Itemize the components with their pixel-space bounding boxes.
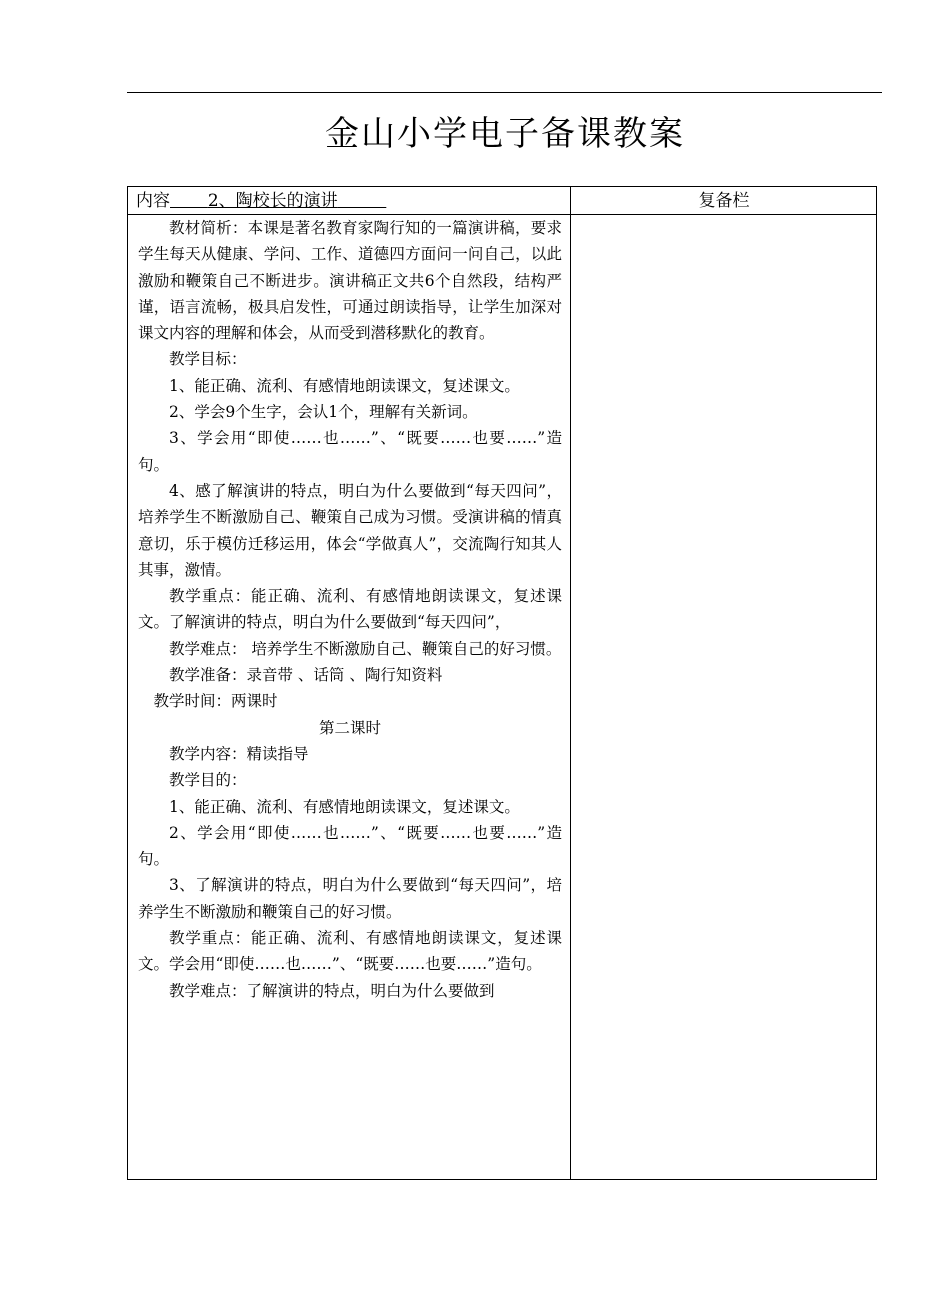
teaching-time: 教学时间：两课时 — [153, 692, 278, 711]
objective-3: 3、学会用“即使……也……”、“既要……也要……”造句。 — [138, 429, 562, 474]
lesson-plan-table — [127, 186, 877, 1180]
purpose-2: 2、学会用“即使……也……”、“既要……也要……”造句。 — [138, 823, 562, 869]
lesson-title-underlined — [170, 191, 386, 211]
objectives-heading: 教学目标： — [169, 350, 247, 369]
lesson-body — [138, 215, 562, 1004]
objective-2: 2、学会9个生字，会认1个，理解有关新词。 — [169, 403, 478, 422]
review-column-cell[interactable] — [571, 215, 877, 1179]
purpose-1: 1、能正确、流利、有感情地朗读课文，复述课文。 — [169, 797, 520, 816]
key-points: 教学重点：能正确、流利、有感情地朗读课文，复述课文。了解演讲的特点，明白为什么要做到“每天四问”， — [138, 587, 562, 632]
lesson-key-points: 教学重点：能正确、流利、有感情地朗读课文，复述课文。学会用“即使……也……”、“既要……也要……”造句。 — [138, 929, 562, 974]
content-label: 内容 — [136, 191, 170, 211]
content-header-cell — [136, 188, 386, 214]
document-title: 金山小学电子备课教案 — [325, 114, 685, 154]
teaching-preparation: 教学准备：录音带 、话筒 、陶行知资料 — [169, 666, 443, 685]
objective-4: 4、感了解演讲的特点，明白为什么要做到“每天四问”，培养学生不断激励自己、鞭策自己成为习惯。受演讲稿的情真意切，乐于模仿迁移运用，体会“学做真人”，交流陶行知其人其事，激情。 — [138, 481, 562, 579]
lesson-difficult-points: 教学难点：了解演讲的特点，明白为什么要做到 — [169, 981, 495, 1000]
difficult-points: 教学难点： 培养学生不断激励自己、鞭策自己的好习惯。 — [169, 639, 562, 658]
second-lesson-heading: 第二课时 — [318, 718, 381, 737]
review-column-header: 复备栏 — [698, 191, 750, 211]
lesson-purpose-heading: 教学目的： — [169, 771, 247, 790]
material-analysis: 教材简析：本课是著名教育家陶行知的一篇演讲稿，要求学生每天从健康、学问、工作、道德四方面问一问自己，以此激励和鞭策自己不断进步。演讲稿正文共6个自然段，结构严谨，语言流畅，极具启发性，可通过朗读指导，让学生加深对课文内容的理解和体会，从而受到潜移默化的教育。 — [138, 219, 562, 343]
purpose-3: 3、了解演讲的特点，明白为什么要做到“每天四问”，培养学生不断激励和鞭策自己的好习惯。 — [138, 876, 562, 921]
lesson-content: 教学内容：精读指导 — [169, 744, 309, 763]
objective-1: 1、能正确、流利、有感情地朗读课文，复述课文。 — [169, 376, 520, 395]
lesson-title: 2、陶校长的演讲 — [207, 191, 338, 211]
header-rule — [127, 92, 882, 93]
